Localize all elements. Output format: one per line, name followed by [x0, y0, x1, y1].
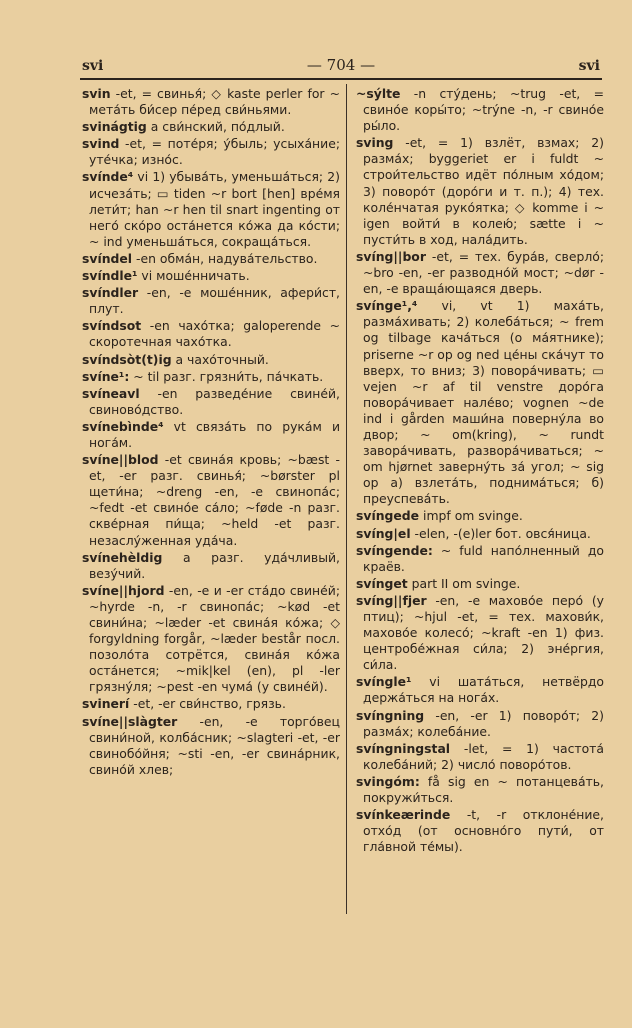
dictionary-entry: [82, 285, 340, 317]
dictionary-entry: [356, 593, 604, 673]
entry-headword: svíngning: [356, 707, 425, 723]
entry-definition: -en обма́н, надува́тельство.: [132, 250, 318, 266]
entry-headword: svíngle¹: [356, 674, 412, 690]
dictionary-entry: [82, 696, 340, 712]
entry-headword: sving: [356, 135, 394, 151]
right-column: [356, 86, 604, 856]
dictionary-entry: [356, 807, 604, 855]
entry-headword: svínehèldig: [82, 549, 163, 565]
dictionary-entry: [356, 741, 604, 773]
entry-definition: vi моше́нничать.: [137, 268, 250, 284]
entry-definition: vi шата́ться, нетвёрдо держа́ться на нога́х.: [363, 674, 604, 706]
right-guide-word: svi: [578, 58, 600, 74]
entry-definition: -en, -e махово́е перо́ (у птиц); ~hjul -et, = тех. махови́к, махово́е колесо́; ~kraft -en 1) физ. центробе́жная си́ла; 2) эне́ргия, си́ла.: [363, 592, 604, 673]
dictionary-entry: [356, 249, 604, 297]
entry-definition: -en разведе́ние свине́й, свиново́дство.: [89, 385, 340, 417]
entry-definition: part II om svinge.: [407, 575, 521, 591]
entry-headword: svíne||hjord: [82, 582, 165, 598]
entry-headword: svíne||blod: [82, 452, 159, 468]
dictionary-entry: [356, 576, 604, 592]
entry-definition: impf om svinge.: [419, 508, 523, 524]
entry-definition: vi, vt 1) маха́ть, разма́хивать; 2) колеба́ться; ~ frem og tilbage кача́ться (о ма́ятнике); priserne ~r op og ned це́ны ска́чут то вверх, то вниз; 3) повора́чивать; ▭ vejen ~r af til venstre доро́га повора́чивает нале́во; vognen ~de ind i gården маши́на поверну́ла во двор; ~ om(kring), ~ rundt завора́чивать, развора́чиваться; ~ om hjørnet заверну́ть за́ угол; ~ sig op а) взлета́ть, поднима́ться; б) преуспева́ть.: [363, 298, 604, 507]
entry-headword: svinerí: [82, 696, 130, 712]
entry-definition: ~ til разг. грязни́ть, па́чкать.: [129, 368, 324, 384]
entry-headword: svind: [82, 136, 120, 152]
left-column: [82, 86, 340, 779]
dictionary-entry: [82, 251, 340, 267]
dictionary-entry: [82, 318, 340, 350]
entry-headword: svíndsot: [82, 318, 142, 334]
left-guide-word: svi: [82, 58, 104, 74]
entry-definition: -et, = тех. бура́в, сверло́; ~bro -en, -er разводно́й мост; ~dør -en, -e враща́ющаяся дверь.: [363, 248, 604, 297]
entry-definition: -en чахо́тка; galoperende ~ скоротечная чахо́тка.: [89, 318, 340, 350]
entry-headword: svíneavl: [82, 385, 140, 401]
dictionary-entry: [82, 452, 340, 549]
dictionary-entry: [82, 86, 340, 118]
dictionary-entry: [356, 543, 604, 575]
entry-definition: -en, -e моше́нник, афери́ст, плут.: [89, 285, 340, 317]
entry-definition: a разг. уда́чливый, везу́чий.: [89, 549, 340, 581]
dictionary-entry: [82, 119, 340, 135]
entry-headword: svíndler: [82, 285, 139, 301]
dictionary-entry: [356, 135, 604, 248]
entry-definition: -en, -e торго́вец свини́ной, колба́сник; ~slagteri -et, -er свинобо́йня; ~sti -en, -er свина́рник, свино́й хлев;: [89, 713, 340, 777]
entry-headword: svínebìnde⁴: [82, 418, 164, 434]
dictionary-entry: [82, 714, 340, 778]
entry-definition: -let, = 1) частота́ колеба́ний; 2) число́ поворо́тов.: [363, 740, 604, 772]
entry-definition: få sig en ~ потанцева́ть, покружи́ться.: [363, 773, 604, 806]
entry-definition: a чахо́точный.: [171, 351, 269, 367]
entry-headword: svíndle¹: [82, 268, 138, 284]
entry-headword: svíne||slàgter: [82, 713, 178, 729]
entry-definition: -t, -r отклоне́ние, отхо́д (от основно́го пути́, от гла́вной те́мы).: [363, 807, 604, 855]
column-divider: [346, 84, 347, 914]
entry-headword: svínget: [356, 575, 408, 591]
entry-definition: -et, = поте́ря; у́быль; усыха́ние; уте́чка; изно́с.: [89, 136, 340, 168]
page-header: [82, 56, 600, 76]
dictionary-entry: [82, 583, 340, 696]
dictionary-entry: [82, 419, 340, 451]
entry-definition: -et, = свинья́; ◇ kaste perler for ~ мета́ть би́сер пе́ред сви́ньями.: [89, 86, 340, 118]
entry-definition: a сви́нский, по́длый.: [146, 119, 285, 135]
dictionary-entry: [356, 708, 604, 740]
dictionary-entry: [356, 674, 604, 706]
entry-headword: svíng||bor: [356, 248, 426, 264]
entry-headword: svínkeærinde: [356, 807, 451, 823]
dictionary-entry: [82, 386, 340, 418]
entry-headword: svínde⁴: [82, 169, 134, 185]
entry-headword: svin: [82, 86, 111, 101]
entry-definition: -elen, -(e)ler бот. овся́ница.: [410, 525, 591, 541]
entry-headword: svinágtig: [82, 119, 147, 135]
dictionary-entry: [82, 169, 340, 249]
entry-definition: -en, -er 1) поворо́т; 2) разма́х; колеба́ние.: [363, 707, 604, 739]
header-rule: [80, 78, 602, 80]
dictionary-entry: [82, 352, 340, 368]
dictionary-entry: [356, 508, 604, 524]
entry-headword: svíng||fjer: [356, 592, 427, 608]
dictionary-entry: [82, 369, 340, 385]
page-number: — 704 —: [306, 56, 376, 74]
entry-headword: svíne¹:: [82, 368, 130, 384]
dictionary-entry: [356, 774, 604, 806]
entry-definition: ~ fuld напо́лненный до краёв.: [363, 542, 604, 574]
dictionary-entry: [82, 268, 340, 284]
entry-headword: svingóm:: [356, 773, 420, 789]
entry-headword: svíngningstal: [356, 740, 451, 756]
entry-definition: -n сту́день; ~trug -et, = свино́е коры́то; ~trýne -n, -r свино́е ры́ло.: [363, 86, 604, 134]
entry-headword: svínge¹,⁴: [356, 298, 418, 314]
entry-definition: -et свина́я кровь; ~bæst -et, -er разг. свинья́; ~børster pl щети́на; ~dreng -en, -e свинопа́с; ~fedt -et свино́е са́ло; ~føde -n разг. скве́рная пи́ща; ~held -et разг. незаслу́женная уда́ча.: [89, 452, 340, 548]
entry-headword: svíngede: [356, 508, 420, 524]
dictionary-entry: [82, 136, 340, 168]
entry-definition: vt связа́ть по рука́м и нога́м.: [89, 418, 340, 450]
dictionary-entry: [356, 298, 604, 507]
dictionary-entry: [356, 526, 604, 542]
entry-definition: vi 1) убыва́ть, уменьша́ться; 2) исчеза́ть; ▭ tiden ~r bort [hen] вре́мя лети́т; han ~r hen til snart ingenting от него́ ско́ро оста́нется ко́жа да ко́сти; ~ ind уменьша́ться, сокраща́ться.: [89, 169, 340, 249]
entry-definition: -et, = 1) взлёт, взмах; 2) разма́х; byggeriet er i fuldt ~ строи́тельство идёт по́лным хо́дом; 3) поворо́т (доро́ги и т. п.); 4) тех. коле́нчатая руко́ятка; ◇ komme i ~ igen войти́ в колею́; sætte i ~ пусти́ть в ход, нала́дить.: [363, 135, 604, 247]
entry-headword: svíndsòt(t)ig: [82, 351, 172, 367]
entry-headword: ~sýlte: [356, 86, 401, 101]
entry-definition: -en, -e и -er ста́до свине́й; ~hyrde -n, -r свинопа́с; ~kød -et свини́на; ~læder -et свина́я ко́жа; ◇ forgyldning forgår, ~læder består посл. позоло́та сотрётся, свина́я ко́жа оста́нется; ~mik|kel (en), pl -ler грязну́ля; ~pest -en чума́ (у свине́й).: [89, 582, 340, 695]
dictionary-entry: [82, 550, 340, 582]
entry-definition: -et, -er сви́нство, грязь.: [129, 696, 286, 712]
entry-headword: svíndel: [82, 250, 133, 266]
entry-headword: svíng|el: [356, 525, 411, 541]
entry-headword: svíngende:: [356, 542, 433, 558]
dictionary-entry: [356, 86, 604, 134]
